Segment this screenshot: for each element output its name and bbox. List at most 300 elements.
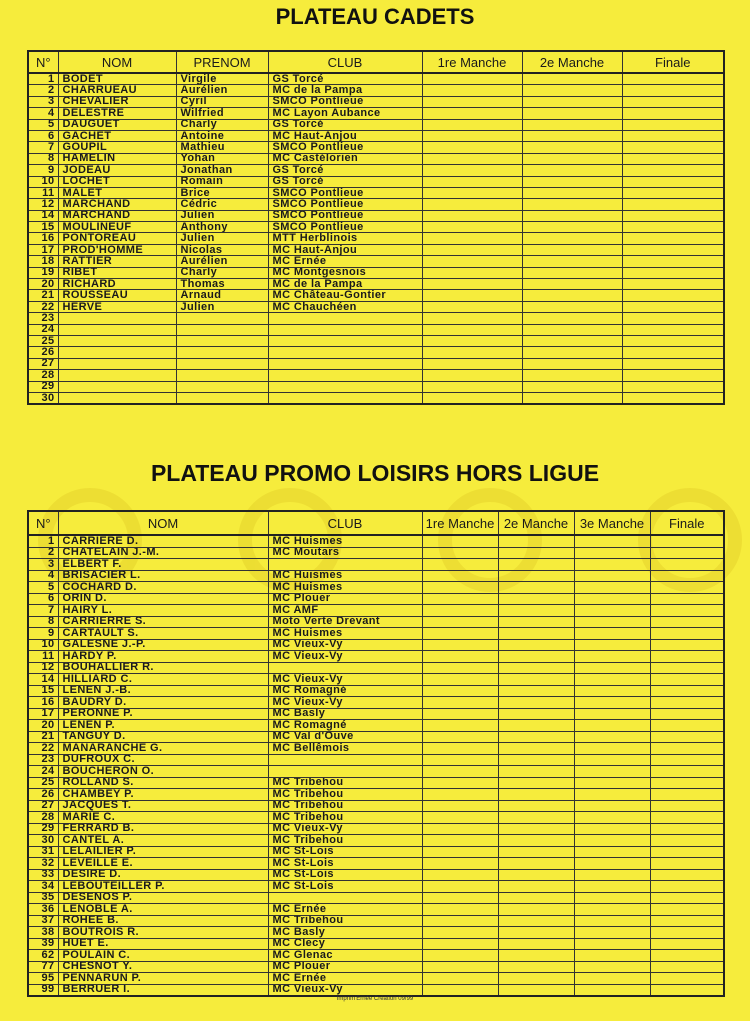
rider-number: 23	[28, 313, 58, 324]
table-row	[28, 187, 724, 198]
result-cell	[422, 731, 498, 743]
result-cell	[574, 881, 650, 893]
rider-number: 17	[28, 244, 58, 255]
rider-club: MC St-Lois	[268, 869, 422, 881]
promo-table	[27, 510, 725, 997]
result-cell	[422, 358, 522, 369]
table-row	[28, 812, 724, 824]
rider-first-name: Anthony	[176, 222, 268, 233]
result-cell	[574, 927, 650, 939]
result-cell	[498, 628, 574, 640]
rider-last-name	[58, 392, 176, 404]
rider-club: MC Plouer	[268, 961, 422, 973]
result-cell	[650, 973, 724, 985]
rider-club: SMCO Pontlieue	[268, 222, 422, 233]
rider-club	[268, 347, 422, 358]
table-row	[28, 973, 724, 985]
rider-club: MC Bellêmois	[268, 743, 422, 755]
rider-first-name: Thomas	[176, 279, 268, 290]
table-row	[28, 674, 724, 686]
rider-club	[268, 381, 422, 392]
rider-name: MANARANCHE G.	[58, 743, 268, 755]
result-cell	[422, 892, 498, 904]
result-cell	[498, 685, 574, 697]
rider-club: MC Clecy	[268, 938, 422, 950]
result-cell	[574, 674, 650, 686]
rider-name: LEVEILLE E.	[58, 858, 268, 870]
rider-club: SMCO Pontlieue	[268, 210, 422, 221]
table-row	[28, 279, 724, 290]
col-header-manche-3: 3e Manche	[574, 511, 650, 535]
result-cell	[422, 915, 498, 927]
rider-club: Moto Verte Drevant	[268, 616, 422, 628]
rider-name: HARDY P.	[58, 651, 268, 663]
result-cell	[422, 85, 522, 96]
rider-number: 26	[28, 347, 58, 358]
result-cell	[650, 720, 724, 732]
rider-first-name: Charly	[176, 267, 268, 278]
rider-number: 12	[28, 199, 58, 210]
rider-name: BAUDRY D.	[58, 697, 268, 709]
result-cell	[574, 582, 650, 594]
result-cell	[422, 559, 498, 571]
rider-club: MC Vieux-Vy	[268, 984, 422, 996]
result-cell	[574, 605, 650, 617]
result-cell	[622, 370, 724, 381]
table-row	[28, 324, 724, 335]
rider-last-name: DAUGUET	[58, 119, 176, 130]
rider-name: CHATELAIN J.-M.	[58, 547, 268, 559]
result-cell	[422, 279, 522, 290]
result-cell	[498, 904, 574, 916]
rider-number: 7	[28, 605, 58, 617]
result-cell	[522, 119, 622, 130]
result-cell	[650, 800, 724, 812]
col-header-nom: NOM	[58, 511, 268, 535]
result-cell	[522, 279, 622, 290]
result-cell	[522, 222, 622, 233]
rider-number: 20	[28, 279, 58, 290]
rider-last-name: MARCHAND	[58, 210, 176, 221]
rider-club: SMCO Pontlieue	[268, 96, 422, 107]
result-cell	[498, 835, 574, 847]
rider-club: MC Tribehou	[268, 812, 422, 824]
col-header-club: CLUB	[268, 511, 422, 535]
rider-club: GS Torcé	[268, 176, 422, 187]
result-cell	[422, 290, 522, 301]
table-row	[28, 800, 724, 812]
rider-first-name: Brice	[176, 187, 268, 198]
rider-club: MC Basly	[268, 708, 422, 720]
rider-number: 6	[28, 593, 58, 605]
result-cell	[422, 823, 498, 835]
result-cell	[574, 570, 650, 582]
result-cell	[522, 142, 622, 153]
rider-number: 37	[28, 915, 58, 927]
result-cell	[422, 593, 498, 605]
table-row	[28, 582, 724, 594]
table-row	[28, 823, 724, 835]
result-cell	[422, 812, 498, 824]
rider-first-name: Virgile	[176, 73, 268, 85]
rider-name: BRISACIER L.	[58, 570, 268, 582]
rider-first-name	[176, 324, 268, 335]
result-cell	[498, 973, 574, 985]
rider-first-name	[176, 335, 268, 346]
rider-name: JACQUES T.	[58, 800, 268, 812]
result-cell	[650, 789, 724, 801]
rider-number: 30	[28, 392, 58, 404]
rider-name: PENNARUN P.	[58, 973, 268, 985]
rider-number: 30	[28, 835, 58, 847]
result-cell	[422, 347, 522, 358]
rider-number: 22	[28, 301, 58, 312]
result-cell	[574, 743, 650, 755]
result-cell	[650, 559, 724, 571]
col-header-club: CLUB	[268, 51, 422, 73]
result-cell	[422, 927, 498, 939]
table-row	[28, 708, 724, 720]
result-cell	[650, 708, 724, 720]
rider-club: MC Vieux-Vy	[268, 823, 422, 835]
rider-club: MC Tribehou	[268, 800, 422, 812]
result-cell	[650, 927, 724, 939]
result-cell	[498, 582, 574, 594]
result-cell	[650, 754, 724, 766]
result-cell	[574, 904, 650, 916]
rider-club	[268, 559, 422, 571]
result-cell	[422, 256, 522, 267]
table-row	[28, 142, 724, 153]
rider-number: 14	[28, 674, 58, 686]
rider-club: MC Huismes	[268, 582, 422, 594]
result-cell	[622, 176, 724, 187]
result-cell	[422, 535, 498, 547]
col-header-number: N°	[28, 511, 58, 535]
rider-first-name: Mathieu	[176, 142, 268, 153]
rider-number: 2	[28, 85, 58, 96]
rider-club: MC Vieux-Vy	[268, 674, 422, 686]
table-row	[28, 881, 724, 893]
rider-name: CANTEL A.	[58, 835, 268, 847]
result-cell	[522, 244, 622, 255]
result-cell	[498, 697, 574, 709]
result-cell	[422, 674, 498, 686]
result-cell	[574, 616, 650, 628]
rider-name: HAIRY L.	[58, 605, 268, 617]
rider-last-name: RATTIER	[58, 256, 176, 267]
result-cell	[574, 858, 650, 870]
rider-first-name: Julien	[176, 301, 268, 312]
result-cell	[422, 153, 522, 164]
result-cell	[498, 754, 574, 766]
result-cell	[522, 290, 622, 301]
result-cell	[422, 267, 522, 278]
rider-last-name	[58, 313, 176, 324]
result-cell	[622, 392, 724, 404]
result-cell	[522, 130, 622, 141]
result-cell	[650, 547, 724, 559]
rider-number: 21	[28, 731, 58, 743]
rider-last-name: JODEAU	[58, 165, 176, 176]
result-cell	[574, 938, 650, 950]
rider-number: 22	[28, 743, 58, 755]
result-cell	[574, 766, 650, 778]
result-cell	[498, 708, 574, 720]
result-cell	[498, 892, 574, 904]
result-cell	[498, 720, 574, 732]
rider-club: MC Vieux-Vy	[268, 651, 422, 663]
rider-number: 26	[28, 789, 58, 801]
rider-number: 15	[28, 685, 58, 697]
result-cell	[622, 142, 724, 153]
result-cell	[622, 335, 724, 346]
table-row	[28, 96, 724, 107]
table-row	[28, 869, 724, 881]
result-cell	[498, 823, 574, 835]
table-row	[28, 244, 724, 255]
rider-club: MC Basly	[268, 927, 422, 939]
rider-name: LENOBLE A.	[58, 904, 268, 916]
rider-last-name: MOULINEUF	[58, 222, 176, 233]
rider-club: MC Montgesnois	[268, 267, 422, 278]
result-cell	[522, 324, 622, 335]
result-cell	[422, 662, 498, 674]
rider-club: MC Huismes	[268, 628, 422, 640]
rider-last-name: GOUPIL	[58, 142, 176, 153]
rider-number: 28	[28, 370, 58, 381]
col-header-number: N°	[28, 51, 58, 73]
result-cell	[650, 858, 724, 870]
table-row	[28, 766, 724, 778]
rider-first-name	[176, 392, 268, 404]
rider-name: CARTAULT S.	[58, 628, 268, 640]
rider-name: HUET E.	[58, 938, 268, 950]
result-cell	[650, 570, 724, 582]
rider-club: MC AMF	[268, 605, 422, 617]
table-row	[28, 789, 724, 801]
result-cell	[498, 777, 574, 789]
result-cell	[522, 233, 622, 244]
result-cell	[522, 210, 622, 221]
cadets-table	[27, 50, 725, 405]
result-cell	[422, 869, 498, 881]
table-row	[28, 938, 724, 950]
rider-club: SMCO Pontlieue	[268, 142, 422, 153]
result-cell	[574, 973, 650, 985]
result-cell	[422, 324, 522, 335]
rider-club	[268, 892, 422, 904]
result-cell	[622, 313, 724, 324]
rider-club	[268, 358, 422, 369]
result-cell	[522, 256, 622, 267]
col-header-finale: Finale	[650, 511, 724, 535]
result-cell	[574, 731, 650, 743]
result-cell	[498, 766, 574, 778]
rider-last-name: PROD'HOMME	[58, 244, 176, 255]
result-cell	[498, 950, 574, 962]
result-cell	[622, 85, 724, 96]
rider-club	[268, 754, 422, 766]
table-row	[28, 984, 724, 996]
rider-name: TANGUY D.	[58, 731, 268, 743]
rider-name: BOUHALLIER R.	[58, 662, 268, 674]
table-row	[28, 846, 724, 858]
col-header-nom: NOM	[58, 51, 176, 73]
rider-last-name	[58, 347, 176, 358]
table-row	[28, 697, 724, 709]
result-cell	[422, 984, 498, 996]
promo-title: PLATEAU PROMO LOISIRS HORS LIGUE	[150, 460, 600, 486]
result-cell	[422, 697, 498, 709]
result-cell	[574, 812, 650, 824]
result-cell	[422, 570, 498, 582]
result-cell	[650, 651, 724, 663]
rider-number: 11	[28, 187, 58, 198]
result-cell	[650, 984, 724, 996]
rider-club: MC Tribehou	[268, 777, 422, 789]
rider-name: CARRIERE D.	[58, 535, 268, 547]
result-cell	[650, 961, 724, 973]
result-cell	[574, 892, 650, 904]
result-cell	[622, 347, 724, 358]
rider-number: 39	[28, 938, 58, 950]
result-cell	[650, 823, 724, 835]
result-cell	[650, 674, 724, 686]
rider-number: 5	[28, 582, 58, 594]
rider-first-name	[176, 347, 268, 358]
rider-number: 25	[28, 335, 58, 346]
result-cell	[622, 244, 724, 255]
table-row	[28, 927, 724, 939]
result-cell	[574, 697, 650, 709]
rider-name: COCHARD D.	[58, 582, 268, 594]
result-cell	[574, 961, 650, 973]
rider-club: MC Moutars	[268, 547, 422, 559]
rider-club: MC Val d'Ouve	[268, 731, 422, 743]
table-row	[28, 892, 724, 904]
rider-number: 77	[28, 961, 58, 973]
rider-first-name	[176, 358, 268, 369]
rider-name: DESIRE D.	[58, 869, 268, 881]
table-row	[28, 835, 724, 847]
result-cell	[650, 950, 724, 962]
result-cell	[574, 915, 650, 927]
rider-number: 3	[28, 96, 58, 107]
result-cell	[574, 984, 650, 996]
result-cell	[422, 616, 498, 628]
result-cell	[498, 789, 574, 801]
cadets-header-row	[28, 51, 724, 73]
col-header-manche-1: 1re Manche	[422, 511, 498, 535]
rider-club: MC de la Pampa	[268, 85, 422, 96]
table-row	[28, 73, 724, 85]
rider-number: 4	[28, 570, 58, 582]
rider-club: MC Tribehou	[268, 915, 422, 927]
rider-number: 1	[28, 535, 58, 547]
result-cell	[422, 176, 522, 187]
result-cell	[422, 720, 498, 732]
result-cell	[622, 210, 724, 221]
rider-club	[268, 370, 422, 381]
rider-club: MC Tribehou	[268, 835, 422, 847]
result-cell	[650, 605, 724, 617]
rider-club: MC Haut-Anjou	[268, 130, 422, 141]
rider-last-name: PONTOREAU	[58, 233, 176, 244]
rider-club: SMCO Pontlieue	[268, 199, 422, 210]
result-cell	[650, 582, 724, 594]
result-cell	[422, 973, 498, 985]
rider-number: 29	[28, 381, 58, 392]
rider-club: GS Torcé	[268, 119, 422, 130]
table-row	[28, 165, 724, 176]
rider-club: GS Torcé	[268, 165, 422, 176]
result-cell	[574, 639, 650, 651]
rider-number: 27	[28, 800, 58, 812]
result-cell	[498, 881, 574, 893]
result-cell	[622, 119, 724, 130]
result-cell	[422, 119, 522, 130]
result-cell	[522, 96, 622, 107]
rider-club	[268, 313, 422, 324]
rider-number: 29	[28, 823, 58, 835]
result-cell	[498, 674, 574, 686]
result-cell	[574, 835, 650, 847]
result-cell	[422, 835, 498, 847]
rider-number: 16	[28, 697, 58, 709]
result-cell	[650, 881, 724, 893]
result-cell	[622, 222, 724, 233]
rider-last-name	[58, 381, 176, 392]
result-cell	[650, 892, 724, 904]
result-cell	[574, 651, 650, 663]
table-row	[28, 639, 724, 651]
rider-club: MC Huismes	[268, 570, 422, 582]
rider-name: LENEN P.	[58, 720, 268, 732]
result-cell	[422, 904, 498, 916]
rider-first-name: Aurélien	[176, 85, 268, 96]
rider-number: 12	[28, 662, 58, 674]
rider-number: 17	[28, 708, 58, 720]
result-cell	[650, 639, 724, 651]
result-cell	[522, 73, 622, 85]
rider-last-name: MALET	[58, 187, 176, 198]
rider-name: LENEN J.-B.	[58, 685, 268, 697]
rider-name: CHESNOT Y.	[58, 961, 268, 973]
result-cell	[498, 547, 574, 559]
result-cell	[522, 335, 622, 346]
rider-name: LELAILIER P.	[58, 846, 268, 858]
rider-number: 16	[28, 233, 58, 244]
result-cell	[574, 662, 650, 674]
result-cell	[422, 628, 498, 640]
result-cell	[522, 108, 622, 119]
rider-last-name: MARCHAND	[58, 199, 176, 210]
table-row	[28, 267, 724, 278]
result-cell	[650, 743, 724, 755]
table-row	[28, 731, 724, 743]
rider-club	[268, 766, 422, 778]
result-cell	[622, 233, 724, 244]
cadets-title: PLATEAU CADETS	[275, 4, 475, 29]
rider-club: MC Vieux-Vy	[268, 639, 422, 651]
result-cell	[622, 199, 724, 210]
table-row	[28, 381, 724, 392]
result-cell	[422, 743, 498, 755]
result-cell	[498, 812, 574, 824]
result-cell	[650, 777, 724, 789]
rider-name: BOUTROIS R.	[58, 927, 268, 939]
